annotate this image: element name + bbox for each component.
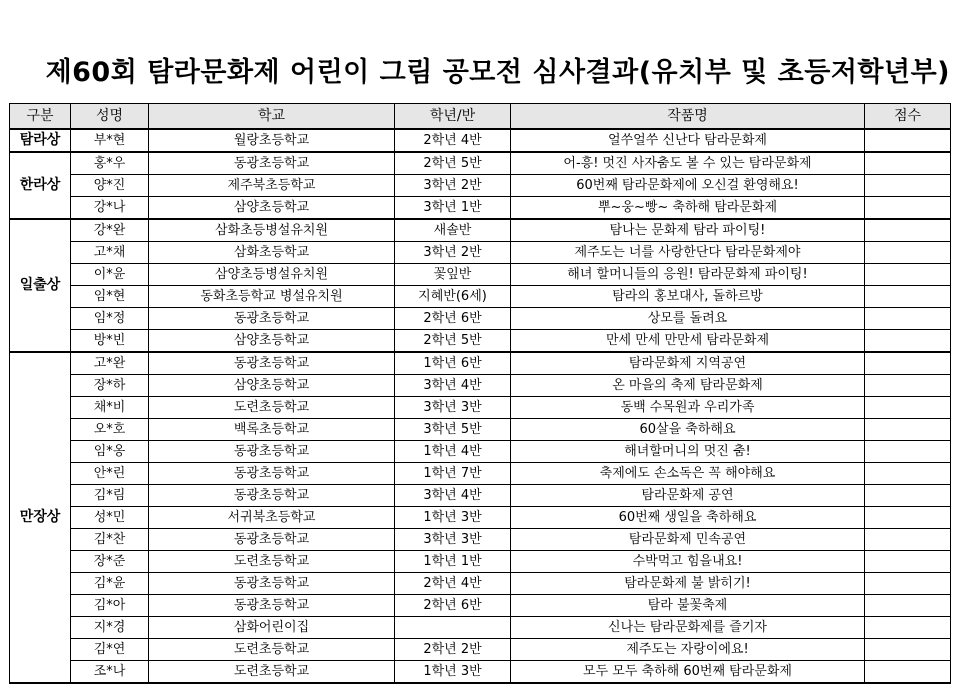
grade-class-cell: 3학년 3반 bbox=[395, 397, 511, 419]
artwork-title-cell: 상모를 돌려요 bbox=[511, 308, 865, 330]
grade-class-cell bbox=[395, 617, 511, 639]
school-cell: 도련초등학교 bbox=[149, 551, 395, 573]
school-cell: 동광초등학교 bbox=[149, 152, 395, 175]
score-cell bbox=[865, 397, 951, 419]
grade-class-cell: 1학년 7반 bbox=[395, 463, 511, 485]
artwork-title-cell: 제주도는 자랑이에요! bbox=[511, 639, 865, 661]
artwork-title-cell: 탐나는 문화제 탐라 파이팅! bbox=[511, 219, 865, 242]
award-category-cell: 한라상 bbox=[10, 152, 71, 219]
score-cell bbox=[865, 507, 951, 529]
name-cell: 임*옹 bbox=[71, 441, 149, 463]
score-cell bbox=[865, 242, 951, 264]
grade-class-cell: 새솔반 bbox=[395, 219, 511, 242]
header-grade-class: 학년/반 bbox=[395, 104, 511, 130]
score-cell bbox=[865, 152, 951, 175]
grade-class-cell: 1학년 4반 bbox=[395, 441, 511, 463]
school-cell: 동광초등학교 bbox=[149, 308, 395, 330]
name-cell: 성*민 bbox=[71, 507, 149, 529]
artwork-title-cell: 동백 수목원과 우리가족 bbox=[511, 397, 865, 419]
grade-class-cell: 지혜반(6세) bbox=[395, 286, 511, 308]
score-cell bbox=[865, 175, 951, 197]
table-row bbox=[10, 308, 951, 330]
grade-class-cell: 2학년 2반 bbox=[395, 639, 511, 661]
table-row bbox=[10, 529, 951, 551]
artwork-title-cell: 해녀할머니의 멋진 춤! bbox=[511, 441, 865, 463]
table-row bbox=[10, 352, 951, 375]
award-category-cell: 일출상 bbox=[10, 219, 71, 352]
artwork-title-cell: 60살을 축하해요 bbox=[511, 419, 865, 441]
school-cell: 삼화초등병설유치원 bbox=[149, 219, 395, 242]
school-cell: 동광초등학교 bbox=[149, 485, 395, 507]
score-cell bbox=[865, 308, 951, 330]
header-artwork-title: 작품명 bbox=[511, 104, 865, 130]
school-cell: 삼양초등학교 bbox=[149, 197, 395, 220]
name-cell: 부*현 bbox=[71, 129, 149, 152]
artwork-title-cell: 얼쑤얼쑤 신난다 탐라문화제 bbox=[511, 129, 865, 152]
grade-class-cell: 1학년 3반 bbox=[395, 661, 511, 684]
artwork-title-cell: 모두 모두 축하해 60번째 탐라문화제 bbox=[511, 661, 865, 684]
name-cell: 양*진 bbox=[71, 175, 149, 197]
grade-class-cell: 3학년 2반 bbox=[395, 242, 511, 264]
school-cell: 백록초등학교 bbox=[149, 419, 395, 441]
artwork-title-cell: 탐라문화제 지역공연 bbox=[511, 352, 865, 375]
name-cell: 김*찬 bbox=[71, 529, 149, 551]
name-cell: 조*나 bbox=[71, 661, 149, 684]
artwork-title-cell: 신나는 탐라문화제를 즐기자 bbox=[511, 617, 865, 639]
name-cell: 강*나 bbox=[71, 197, 149, 220]
score-cell bbox=[865, 661, 951, 684]
table-row bbox=[10, 463, 951, 485]
table-row bbox=[10, 129, 951, 152]
score-cell bbox=[865, 419, 951, 441]
table-row bbox=[10, 551, 951, 573]
grade-class-cell: 2학년 6반 bbox=[395, 595, 511, 617]
school-cell: 삼양초등학교 bbox=[149, 330, 395, 353]
score-cell bbox=[865, 529, 951, 551]
results-table bbox=[9, 103, 951, 684]
artwork-title-cell: 탐라의 홍보대사, 돌하르방 bbox=[511, 286, 865, 308]
artwork-title-cell: 제주도는 너를 사랑한단다 탐라문화제야 bbox=[511, 242, 865, 264]
grade-class-cell: 3학년 3반 bbox=[395, 529, 511, 551]
grade-class-cell: 2학년 5반 bbox=[395, 152, 511, 175]
table-row bbox=[10, 507, 951, 529]
school-cell: 도련초등학교 bbox=[149, 639, 395, 661]
artwork-title-cell: 온 마을의 축제 탐라문화제 bbox=[511, 375, 865, 397]
header-category: 구분 bbox=[10, 104, 71, 130]
name-cell: 오*호 bbox=[71, 419, 149, 441]
grade-class-cell: 2학년 4반 bbox=[395, 573, 511, 595]
school-cell: 동광초등학교 bbox=[149, 595, 395, 617]
score-cell bbox=[865, 197, 951, 220]
table-row bbox=[10, 197, 951, 220]
artwork-title-cell: 탐라문화제 공연 bbox=[511, 485, 865, 507]
school-cell: 동광초등학교 bbox=[149, 352, 395, 375]
table-row bbox=[10, 397, 951, 419]
table-row bbox=[10, 617, 951, 639]
grade-class-cell: 3학년 1반 bbox=[395, 197, 511, 220]
page-title: 제60회 탐라문화제 어린이 그림 공모전 심사결과(유치부 및 초등저학년부) bbox=[45, 57, 950, 88]
name-cell: 홍*우 bbox=[71, 152, 149, 175]
school-cell: 삼화어린이집 bbox=[149, 617, 395, 639]
name-cell: 이*윤 bbox=[71, 264, 149, 286]
table-row bbox=[10, 485, 951, 507]
grade-class-cell: 1학년 6반 bbox=[395, 352, 511, 375]
table-row bbox=[10, 595, 951, 617]
name-cell: 강*완 bbox=[71, 219, 149, 242]
grade-class-cell: 3학년 2반 bbox=[395, 175, 511, 197]
table-row bbox=[10, 152, 951, 175]
name-cell: 지*경 bbox=[71, 617, 149, 639]
table-body bbox=[10, 129, 951, 683]
school-cell: 삼화초등학교 bbox=[149, 242, 395, 264]
score-cell bbox=[865, 129, 951, 152]
school-cell: 동광초등학교 bbox=[149, 463, 395, 485]
school-cell: 삼양초등병설유치원 bbox=[149, 264, 395, 286]
table-row bbox=[10, 264, 951, 286]
grade-class-cell: 꽃잎반 bbox=[395, 264, 511, 286]
table-row bbox=[10, 175, 951, 197]
table-header-row bbox=[10, 104, 951, 130]
name-cell: 방*빈 bbox=[71, 330, 149, 353]
name-cell: 김*림 bbox=[71, 485, 149, 507]
artwork-title-cell: 만세 만세 만만세 탐라문화제 bbox=[511, 330, 865, 353]
name-cell: 채*비 bbox=[71, 397, 149, 419]
artwork-title-cell: 탐라 불꽃축제 bbox=[511, 595, 865, 617]
name-cell: 고*채 bbox=[71, 242, 149, 264]
name-cell: 장*하 bbox=[71, 375, 149, 397]
header-score: 점수 bbox=[865, 104, 951, 130]
artwork-title-cell: 60번째 탐라문화제에 오신걸 환영해요! bbox=[511, 175, 865, 197]
school-cell: 삼양초등학교 bbox=[149, 375, 395, 397]
score-cell bbox=[865, 286, 951, 308]
score-cell bbox=[865, 617, 951, 639]
artwork-title-cell: 축제에도 손소독은 꼭 해야해요 bbox=[511, 463, 865, 485]
school-cell: 도련초등학교 bbox=[149, 661, 395, 684]
table-row bbox=[10, 661, 951, 684]
artwork-title-cell: 해녀 할머니들의 응원! 탐라문화제 파이팅! bbox=[511, 264, 865, 286]
grade-class-cell: 2학년 6반 bbox=[395, 308, 511, 330]
table-row bbox=[10, 441, 951, 463]
grade-class-cell: 3학년 4반 bbox=[395, 375, 511, 397]
grade-class-cell: 2학년 4반 bbox=[395, 129, 511, 152]
award-category-cell: 만장상 bbox=[10, 352, 71, 683]
grade-class-cell: 3학년 5반 bbox=[395, 419, 511, 441]
name-cell: 김*윤 bbox=[71, 573, 149, 595]
artwork-title-cell: 탐라문화제 불 밝히기! bbox=[511, 573, 865, 595]
artwork-title-cell: 탐라문화제 민속공연 bbox=[511, 529, 865, 551]
score-cell bbox=[865, 463, 951, 485]
school-cell: 제주북초등학교 bbox=[149, 175, 395, 197]
artwork-title-cell: 수박먹고 힘을내요! bbox=[511, 551, 865, 573]
award-category-cell: 탐라상 bbox=[10, 129, 71, 152]
school-cell: 서귀북초등학교 bbox=[149, 507, 395, 529]
name-cell: 김*연 bbox=[71, 639, 149, 661]
grade-class-cell: 1학년 1반 bbox=[395, 551, 511, 573]
header-school: 학교 bbox=[149, 104, 395, 130]
table-row bbox=[10, 419, 951, 441]
table-row bbox=[10, 573, 951, 595]
grade-class-cell: 3학년 4반 bbox=[395, 485, 511, 507]
score-cell bbox=[865, 352, 951, 375]
score-cell bbox=[865, 595, 951, 617]
score-cell bbox=[865, 639, 951, 661]
header-name: 성명 bbox=[71, 104, 149, 130]
score-cell bbox=[865, 330, 951, 353]
table-row bbox=[10, 375, 951, 397]
name-cell: 장*준 bbox=[71, 551, 149, 573]
table-row bbox=[10, 639, 951, 661]
score-cell bbox=[865, 219, 951, 242]
grade-class-cell: 1학년 3반 bbox=[395, 507, 511, 529]
score-cell bbox=[865, 573, 951, 595]
score-cell bbox=[865, 441, 951, 463]
school-cell: 동화초등학교 병설유치원 bbox=[149, 286, 395, 308]
name-cell: 안*린 bbox=[71, 463, 149, 485]
table-row bbox=[10, 286, 951, 308]
score-cell bbox=[865, 551, 951, 573]
school-cell: 월랑초등학교 bbox=[149, 129, 395, 152]
name-cell: 임*정 bbox=[71, 308, 149, 330]
score-cell bbox=[865, 485, 951, 507]
name-cell: 김*아 bbox=[71, 595, 149, 617]
name-cell: 고*완 bbox=[71, 352, 149, 375]
school-cell: 동광초등학교 bbox=[149, 441, 395, 463]
name-cell: 임*현 bbox=[71, 286, 149, 308]
table-row bbox=[10, 219, 951, 242]
table-row bbox=[10, 242, 951, 264]
score-cell bbox=[865, 264, 951, 286]
artwork-title-cell: 어-흥! 멋진 사자춤도 볼 수 있는 탐라문화제 bbox=[511, 152, 865, 175]
grade-class-cell: 2학년 5반 bbox=[395, 330, 511, 353]
school-cell: 동광초등학교 bbox=[149, 529, 395, 551]
score-cell bbox=[865, 375, 951, 397]
school-cell: 동광초등학교 bbox=[149, 573, 395, 595]
school-cell: 도련초등학교 bbox=[149, 397, 395, 419]
artwork-title-cell: 뿌~웅~빵~ 축하해 탐라문화제 bbox=[511, 197, 865, 220]
table-row bbox=[10, 330, 951, 353]
artwork-title-cell: 60번째 생일을 축하해요 bbox=[511, 507, 865, 529]
